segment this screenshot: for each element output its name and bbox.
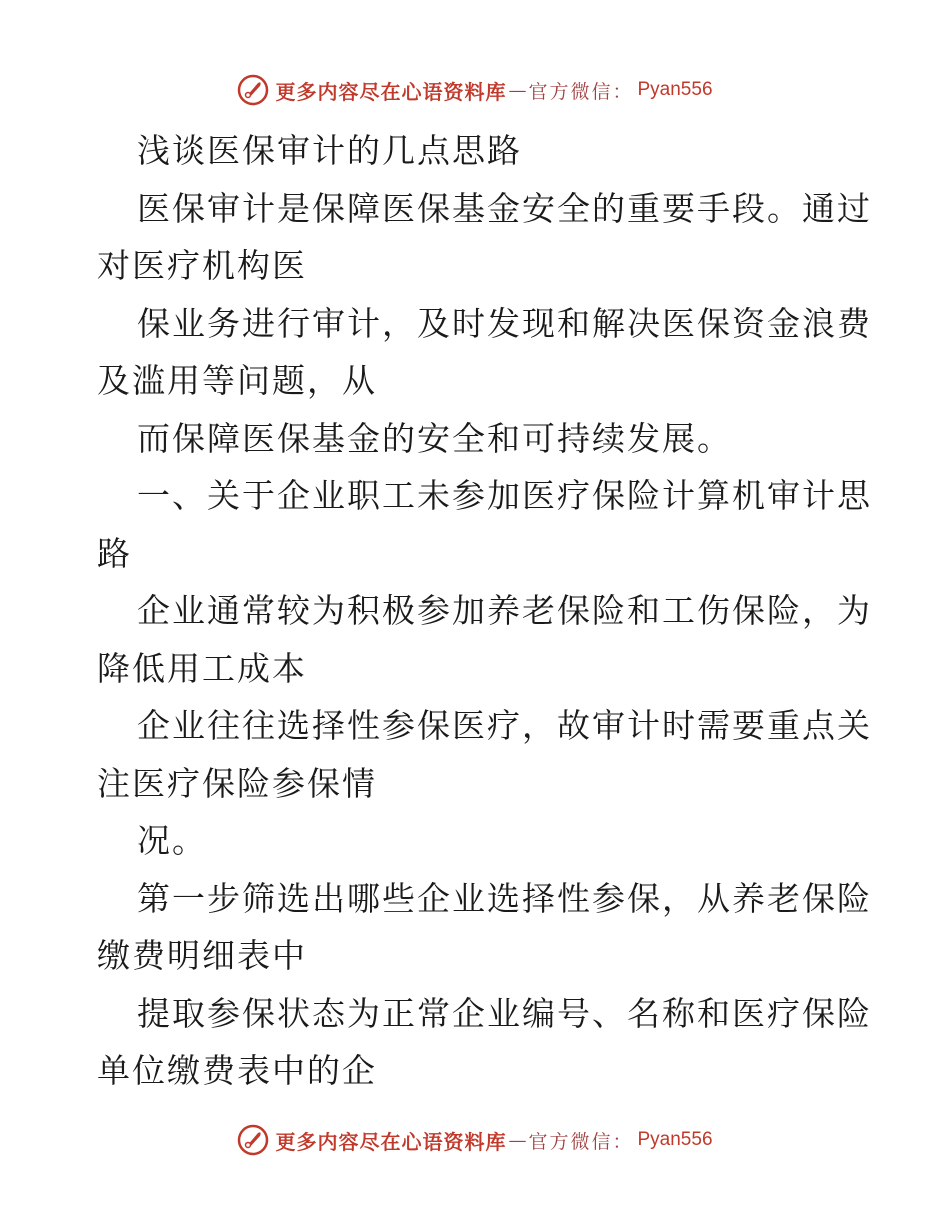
header-banner	[0, 70, 950, 110]
doc-line: 对医疗机构医	[97, 246, 307, 285]
doc-line: 企业往往选择性参保医疗，故审计时需要重点关	[137, 706, 872, 745]
doc-line: 而保障医保基金的安全和可持续发展。	[137, 418, 732, 458]
doc-title: 浅谈医保审计的几点思路	[137, 131, 522, 170]
footer-dash: —	[508, 1129, 527, 1151]
header-dash: —	[508, 79, 527, 101]
doc-line: 及滥用等问题，从	[97, 361, 377, 400]
footer-brand-text: 更多内容尽在心语资料库	[275, 1129, 507, 1154]
feather-pen-logo-icon	[237, 1124, 269, 1156]
doc-line: 提取参保状态为正常企业编号、名称和医疗保险	[137, 993, 872, 1033]
document-body	[97, 122, 872, 1100]
doc-line: 企业通常较为积极参加养老保险和工伤保险，为	[137, 591, 872, 630]
footer-wechat-label: 官方微信：	[528, 1130, 634, 1153]
doc-line: 第一步筛选出哪些企业选择性参保，从养老保险	[137, 878, 872, 918]
doc-line: 降低用工成本	[97, 648, 307, 688]
doc-section-heading: 一、关于企业职工未参加医疗保险计算机审计思	[137, 476, 872, 515]
header-wechat-id: Pyan556	[637, 79, 713, 100]
header-brand-text: 更多内容尽在心语资料库	[275, 79, 507, 104]
doc-line: 注医疗保险参保情	[97, 763, 377, 803]
doc-line: 单位缴费表中的企	[97, 1051, 377, 1090]
doc-line: 医保审计是保障医保基金安全的重要手段。通过	[137, 188, 872, 228]
doc-line: 保业务进行审计，及时发现和解决医保资金浪费	[137, 303, 872, 343]
doc-line: 路	[97, 533, 132, 573]
doc-line: 况。	[137, 821, 207, 860]
footer-wechat-id: Pyan556	[637, 1129, 713, 1150]
header-wechat-label: 官方微信：	[528, 80, 634, 103]
footer-banner	[0, 1120, 950, 1160]
feather-pen-logo-icon	[237, 74, 269, 106]
doc-line: 缴费明细表中	[97, 936, 307, 975]
